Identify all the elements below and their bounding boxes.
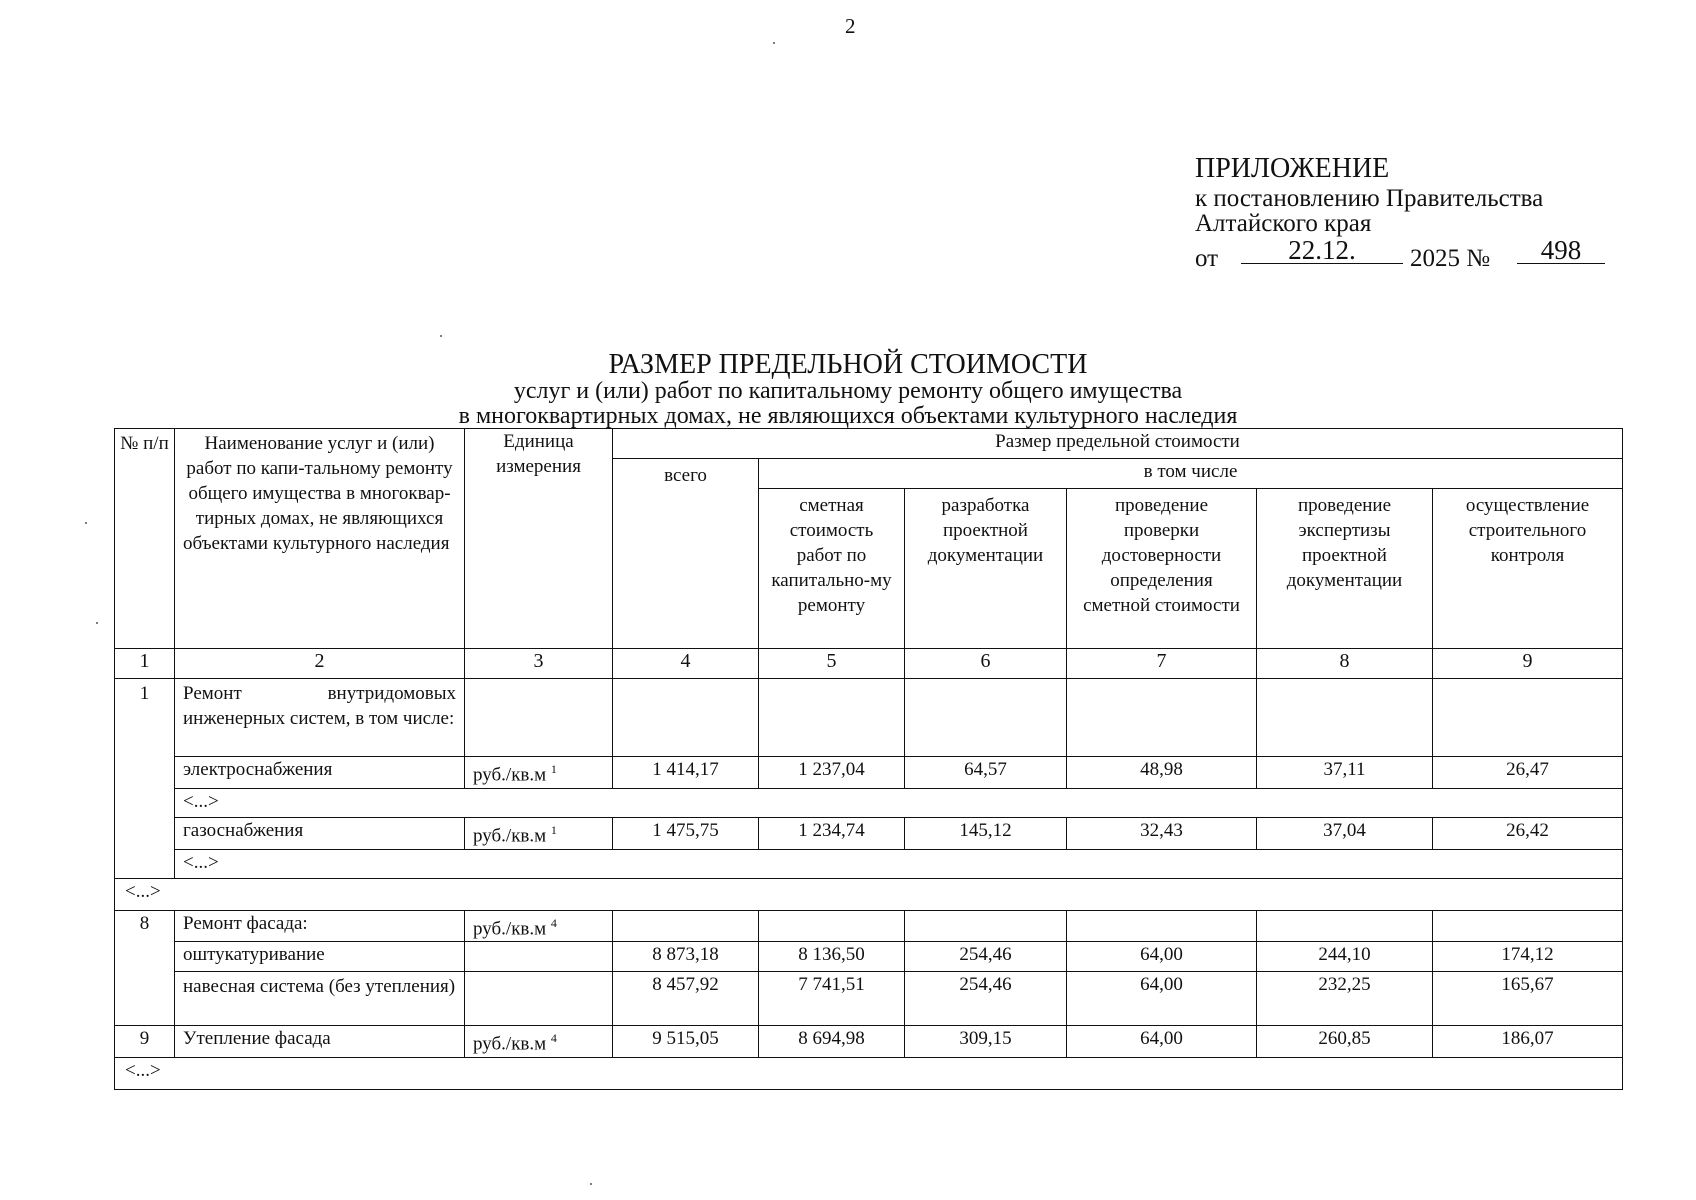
empty-cell [759,911,905,942]
value-cell: 64,57 [905,757,1067,789]
ellipsis-row [115,789,1623,818]
row-number: 1 [115,679,175,879]
scan-speck [590,1183,592,1185]
row-unit [465,818,613,850]
ellipsis-text: <...> [115,1057,1623,1089]
ellipsis-row [115,850,1623,879]
value-cell: 26,47 [1433,757,1623,789]
row-name: Утепление фасада [175,1026,465,1057]
header-including: в том числе [759,459,1623,489]
approval-line-2: Алтайского края [1195,210,1372,237]
value-cell: 8 136,50 [759,942,905,972]
value-cell: 1 475,75 [613,818,759,850]
unit-text: руб./кв.м [473,764,547,786]
value-cell: 37,11 [1257,757,1433,789]
empty-cell [1257,911,1433,942]
header-no: № п/п [115,429,175,649]
value-cell: 145,12 [905,818,1067,850]
column-number: 7 [1067,649,1257,679]
value-cell: 309,15 [905,1026,1067,1057]
approval-date: 22.12. [1241,238,1403,264]
scan-speck [773,42,775,44]
empty-cell [613,911,759,942]
empty-cell [759,679,905,757]
value-cell: 260,85 [1257,1026,1433,1057]
unit-text: руб./кв.м [473,1033,547,1055]
empty-cell [465,942,613,972]
header-col7: проведение проверки достоверности определения сметной стоимости [1067,489,1257,649]
row-name: оштукатуривание [175,942,465,972]
value-cell: 8 457,92 [613,972,759,1026]
value-cell: 64,00 [1067,1026,1257,1057]
ellipsis-text: <...> [175,850,1623,879]
value-cell: 186,07 [1433,1026,1623,1057]
value-cell: 37,04 [1257,818,1433,850]
empty-cell [1067,911,1257,942]
approval-number: 498 [1517,238,1605,264]
cost-table [114,428,1623,1090]
value-cell: 254,46 [905,942,1067,972]
table-row [115,818,1623,850]
approval-title: ПРИЛОЖЕНИЕ [1195,153,1390,184]
value-cell: 1 414,17 [613,757,759,789]
ellipsis-text: <...> [175,789,1623,818]
value-cell: 8 873,18 [613,942,759,972]
value-cell: 9 515,05 [613,1026,759,1057]
scan-speck [85,522,87,524]
value-cell: 1 237,04 [759,757,905,789]
ellipsis-row [115,1057,1623,1089]
approval-date-row [1195,235,1582,272]
row-name: навесная система (без утепления) [175,972,465,1026]
value-cell: 26,42 [1433,818,1623,850]
empty-cell [1067,679,1257,757]
value-cell: 64,00 [1067,972,1257,1026]
value-cell: 32,43 [1067,818,1257,850]
empty-cell [613,679,759,757]
table-row [115,911,1623,942]
value-cell: 1 234,74 [759,818,905,850]
document-subtitle-1: услуг и (или) работ по капитальному ремонту общего имущества [513,378,1183,404]
empty-cell [1433,679,1623,757]
column-number: 9 [1433,649,1623,679]
column-number: 4 [613,649,759,679]
row-name: газоснабжения [175,818,465,850]
approval-block [1195,152,1582,272]
table-row [115,942,1623,972]
value-cell: 174,12 [1433,942,1623,972]
table-row [115,757,1623,789]
header-col9: осуществление строительного контроля [1433,489,1623,649]
approval-line-1: к постановлению Правительства [1195,185,1544,212]
scan-speck [440,335,442,337]
footnote-mark: 1 [550,823,557,837]
document-title: РАЗМЕР ПРЕДЕЛЬНОЙ СТОИМОСТИ [608,349,1088,380]
page-number: 2 [845,14,856,38]
document-subtitle-2: в многоквартирных домах, не являющихся объектами культурного наследия [458,403,1238,429]
row-unit [465,757,613,789]
header-limit-cost: Размер предельной стоимости [613,429,1623,459]
scan-speck [96,622,98,624]
table-row [115,972,1623,1026]
value-cell: 244,10 [1257,942,1433,972]
empty-cell [465,972,613,1026]
header-col8: проведение экспертизы проектной документации [1257,489,1433,649]
value-cell: 165,67 [1433,972,1623,1026]
value-cell: 7 741,51 [759,972,905,1026]
unit-text: руб./кв.м [473,918,547,940]
row-unit [465,1026,613,1057]
header-col6: разработка проектной документации [905,489,1067,649]
value-cell: 64,00 [1067,942,1257,972]
footnote-mark: 4 [550,916,557,930]
unit-text: руб./кв.м [473,825,547,847]
column-number: 5 [759,649,905,679]
column-number-row [115,649,1623,679]
column-number: 3 [465,649,613,679]
table-row [115,1026,1623,1057]
row-name: электроснабжения [175,757,465,789]
row-number: 9 [115,1026,175,1057]
footnote-mark: 1 [550,762,557,776]
ellipsis-row [115,879,1623,911]
header-col5: сметная стоимость работ по капитально-му ремонту [759,489,905,649]
header-name: Наименование услуг и (или) работ по капи-тальному ремонту общего имущества в многоквар-тирных домах, не являющихся объектами культурного наследия [175,429,465,649]
table-row [115,679,1623,757]
column-number: 1 [115,649,175,679]
ellipsis-text: <...> [115,879,1623,911]
column-number: 8 [1257,649,1433,679]
empty-cell [465,679,613,757]
column-number: 2 [175,649,465,679]
empty-cell [905,911,1067,942]
value-cell: 232,25 [1257,972,1433,1026]
empty-cell [1433,911,1623,942]
column-number: 6 [905,649,1067,679]
year-number-label: 2025 № [1410,245,1491,272]
row-unit [465,911,613,942]
row-number: 8 [115,911,175,1026]
row-name: Ремонт внутридомовых инженерных систем, в том числе: [175,679,465,757]
from-label: от [1195,245,1219,272]
row-name: Ремонт фасада: [175,911,465,942]
value-cell: 48,98 [1067,757,1257,789]
empty-cell [1257,679,1433,757]
footnote-mark: 4 [550,1031,557,1046]
value-cell: 254,46 [905,972,1067,1026]
empty-cell [905,679,1067,757]
header-total: всего [613,459,759,649]
header-unit: Единица измерения [465,429,613,649]
value-cell: 8 694,98 [759,1026,905,1057]
header-row-1 [115,429,1623,459]
